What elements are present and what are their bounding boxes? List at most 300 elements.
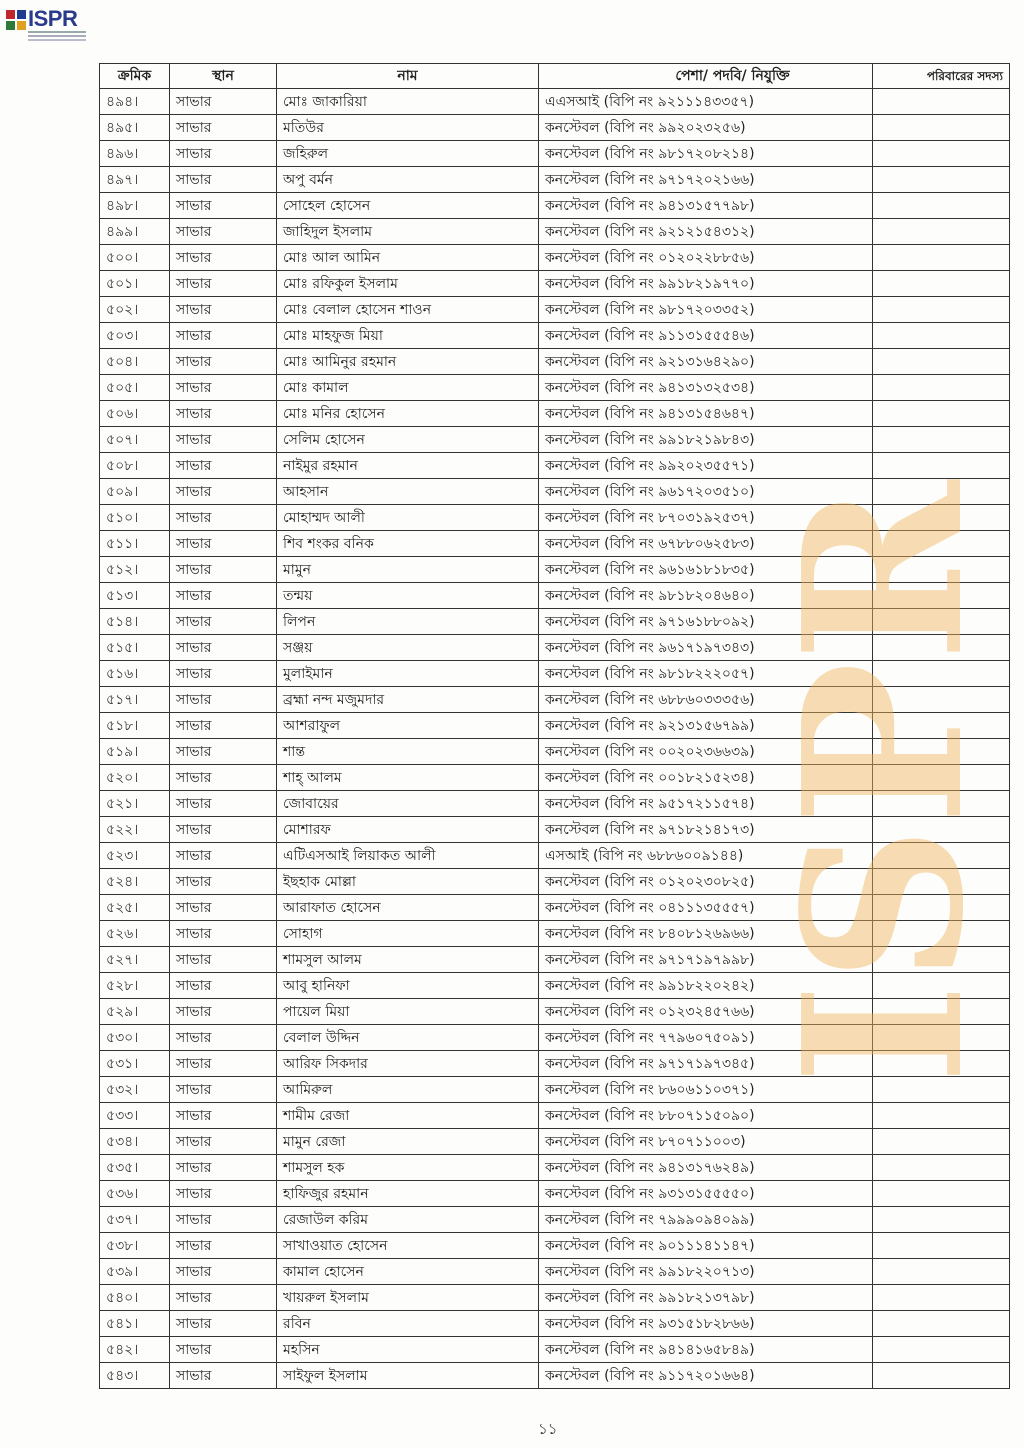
profession-cell: কনস্টেবল (বিপি নং ৯২১২১৫৪৩১২) <box>539 219 873 245</box>
family-cell <box>873 349 1010 375</box>
family-cell <box>873 557 1010 583</box>
place-cell: সাভার <box>170 583 277 609</box>
place-cell: সাভার <box>170 505 277 531</box>
table-row <box>100 583 1010 609</box>
table-row <box>100 1155 1010 1181</box>
name-cell: আমিরুল <box>277 1077 539 1103</box>
profession-cell: কনস্টেবল (বিপি নং ৬৭৮৮০৬২৫৮৩) <box>539 531 873 557</box>
family-cell <box>873 193 1010 219</box>
name-cell: মহসিন <box>277 1337 539 1363</box>
table-row <box>100 791 1010 817</box>
name-cell: সেলিম হোসেন <box>277 427 539 453</box>
table-row <box>100 1363 1010 1389</box>
name-cell: মোঃ মাহফুজ মিয়া <box>277 323 539 349</box>
name-cell: বেলাল উদ্দিন <box>277 1025 539 1051</box>
place-cell: সাভার <box>170 1155 277 1181</box>
logo-text: ISPR <box>28 6 78 31</box>
family-cell <box>873 765 1010 791</box>
profession-cell: কনস্টেবল (বিপি নং ৯৪১৩১৫৪৬৪৭) <box>539 401 873 427</box>
name-cell: মোঃ আমিনুর রহমান <box>277 349 539 375</box>
profession-cell: কনস্টেবল (বিপি নং ৬৮৮৬০৩৩৩৫৬) <box>539 687 873 713</box>
name-cell: শামসুল আলম <box>277 947 539 973</box>
table-row <box>100 401 1010 427</box>
serial-cell: ৫১০। <box>100 505 170 531</box>
name-cell: অপু বর্মন <box>277 167 539 193</box>
serial-cell: ৫০৪। <box>100 349 170 375</box>
table-row <box>100 973 1010 999</box>
name-cell: মোঃ বেলাল হোসেন শাওন <box>277 297 539 323</box>
table-row <box>100 1233 1010 1259</box>
place-cell: সাভার <box>170 843 277 869</box>
serial-cell: ৪৯৮। <box>100 193 170 219</box>
serial-cell: ৫১১। <box>100 531 170 557</box>
place-cell: সাভার <box>170 765 277 791</box>
name-cell: আরিফ সিকদার <box>277 1051 539 1077</box>
table-row <box>100 479 1010 505</box>
place-cell: সাভার <box>170 973 277 999</box>
name-cell: শিব শংকর বনিক <box>277 531 539 557</box>
table-row <box>100 271 1010 297</box>
serial-cell: ৫০২। <box>100 297 170 323</box>
family-cell <box>873 1129 1010 1155</box>
table-row <box>100 167 1010 193</box>
serial-cell: ৫২৮। <box>100 973 170 999</box>
col-header-profession: পেশা/ পদবি/ নিযুক্তি <box>539 64 873 89</box>
table-row <box>100 765 1010 791</box>
serial-cell: ৫১৬। <box>100 661 170 687</box>
serial-cell: ৫০৬। <box>100 401 170 427</box>
place-cell: সাভার <box>170 791 277 817</box>
place-cell: সাভার <box>170 271 277 297</box>
table-row <box>100 869 1010 895</box>
serial-cell: ৫০৩। <box>100 323 170 349</box>
place-cell: সাভার <box>170 141 277 167</box>
place-cell: সাভার <box>170 1129 277 1155</box>
place-cell: সাভার <box>170 1181 277 1207</box>
name-cell: শাহ্ আলম <box>277 765 539 791</box>
name-cell: সোহাগ <box>277 921 539 947</box>
serial-cell: ৫১৩। <box>100 583 170 609</box>
serial-cell: ৫৪০। <box>100 1285 170 1311</box>
place-cell: সাভার <box>170 713 277 739</box>
profession-cell: কনস্টেবল (বিপি নং ৯৭১৭১৯৭৯৯৮) <box>539 947 873 973</box>
profession-cell: কনস্টেবল (বিপি নং ৯১১৭২০১৬৬৪) <box>539 1363 873 1389</box>
profession-cell: কনস্টেবল (বিপি নং ০০১৮২১৫২৩৪) <box>539 765 873 791</box>
profession-cell: কনস্টেবল (বিপি নং ৯৮১৭২০৮২১৪) <box>539 141 873 167</box>
serial-cell: ৫০৭। <box>100 427 170 453</box>
table-row <box>100 635 1010 661</box>
family-cell <box>873 401 1010 427</box>
place-cell: সাভার <box>170 947 277 973</box>
place-cell: সাভার <box>170 323 277 349</box>
name-cell: মতিউর <box>277 115 539 141</box>
family-cell <box>873 1155 1010 1181</box>
profession-cell: কনস্টেবল (বিপি নং ০০২০২৩৬৬৩৯) <box>539 739 873 765</box>
table-row <box>100 1051 1010 1077</box>
profession-cell: কনস্টেবল (বিপি নং ৯৯২০২৩২৫৬) <box>539 115 873 141</box>
table-body <box>100 89 1010 1389</box>
family-cell <box>873 141 1010 167</box>
table-row <box>100 193 1010 219</box>
profession-cell: কনস্টেবল (বিপি নং ৭৯৯৯০৯৪০৯৯) <box>539 1207 873 1233</box>
profession-cell: কনস্টেবল (বিপি নং ৯৯১৮২২০২৪২) <box>539 973 873 999</box>
serial-cell: ৫১৪। <box>100 609 170 635</box>
name-cell: জহিরুল <box>277 141 539 167</box>
table-row <box>100 1103 1010 1129</box>
name-cell: ইছহাক মোল্লা <box>277 869 539 895</box>
profession-cell: কনস্টেবল (বিপি নং ৯০১১১৪১১৪৭) <box>539 1233 873 1259</box>
table-row <box>100 1207 1010 1233</box>
profession-cell: কনস্টেবল (বিপি নং ৯৭১৭১৯৭৩৪৫) <box>539 1051 873 1077</box>
name-cell: মোহাম্মদ আলী <box>277 505 539 531</box>
place-cell: সাভার <box>170 167 277 193</box>
family-cell <box>873 609 1010 635</box>
family-cell <box>873 973 1010 999</box>
family-cell <box>873 1233 1010 1259</box>
ispr-emblem-icon <box>6 10 28 32</box>
table-row <box>100 895 1010 921</box>
serial-cell: ৫০৫। <box>100 375 170 401</box>
place-cell: সাভার <box>170 349 277 375</box>
place-cell: সাভার <box>170 1259 277 1285</box>
family-cell <box>873 1363 1010 1389</box>
family-cell <box>873 687 1010 713</box>
family-cell <box>873 583 1010 609</box>
place-cell: সাভার <box>170 869 277 895</box>
profession-cell: কনস্টেবল (বিপি নং ৯৯২০২৩৫৫৭১) <box>539 453 873 479</box>
table-row <box>100 141 1010 167</box>
family-cell <box>873 375 1010 401</box>
family-cell <box>873 869 1010 895</box>
family-cell <box>873 921 1010 947</box>
family-cell <box>873 817 1010 843</box>
name-cell: রেজাউল করিম <box>277 1207 539 1233</box>
profession-cell: কনস্টেবল (বিপি নং ৯৩১৩১৫৫৫৫০) <box>539 1181 873 1207</box>
serial-cell: ৪৯৪। <box>100 89 170 115</box>
table-row <box>100 999 1010 1025</box>
serial-cell: ৫২৪। <box>100 869 170 895</box>
name-cell: ব্রহ্মা নন্দ মজুমদার <box>277 687 539 713</box>
table-row <box>100 505 1010 531</box>
table-row <box>100 1077 1010 1103</box>
profession-cell: কনস্টেবল (বিপি নং ৯৫১৭২১১৫৭৪) <box>539 791 873 817</box>
table-row <box>100 557 1010 583</box>
serial-cell: ৫২৫। <box>100 895 170 921</box>
family-cell <box>873 1337 1010 1363</box>
profession-cell: কনস্টেবল (বিপি নং ৯২১৩১৬৪২৯০) <box>539 349 873 375</box>
name-cell: শান্ত <box>277 739 539 765</box>
profession-cell: কনস্টেবল (বিপি নং ০১২০২২৮৮৫৬) <box>539 245 873 271</box>
serial-cell: ৫৩৮। <box>100 1233 170 1259</box>
ispr-logo <box>6 8 88 48</box>
serial-cell: ৫২১। <box>100 791 170 817</box>
profession-cell: কনস্টেবল (বিপি নং ৮৪০৮১২৬৯৬৬) <box>539 921 873 947</box>
family-cell <box>873 115 1010 141</box>
place-cell: সাভার <box>170 1233 277 1259</box>
family-cell <box>873 1077 1010 1103</box>
serial-cell: ৫৩০। <box>100 1025 170 1051</box>
name-cell: শামীম রেজা <box>277 1103 539 1129</box>
serial-cell: ৫৩৫। <box>100 1155 170 1181</box>
serial-cell: ৪৯৯। <box>100 219 170 245</box>
profession-cell: কনস্টেবল (বিপি নং ০৪১১১৩৫৫৫৭) <box>539 895 873 921</box>
profession-cell: কনস্টেবল (বিপি নং ৯৪১৩১৫৭৭৯৮) <box>539 193 873 219</box>
family-cell <box>873 1025 1010 1051</box>
profession-cell: কনস্টেবল (বিপি নং ৮৮০৭১১৫০৯০) <box>539 1103 873 1129</box>
col-header-name: নাম <box>277 64 539 89</box>
family-cell <box>873 947 1010 973</box>
name-cell: মামুন <box>277 557 539 583</box>
table-row <box>100 713 1010 739</box>
profession-cell: কনস্টেবল (বিপি নং ৯৪১৪১৬৫৮৪৯) <box>539 1337 873 1363</box>
name-cell: জাহিদুল ইসলাম <box>277 219 539 245</box>
name-cell: আহসান <box>277 479 539 505</box>
place-cell: সাভার <box>170 193 277 219</box>
place-cell: সাভার <box>170 401 277 427</box>
name-cell: খায়রুল ইসলাম <box>277 1285 539 1311</box>
table-row <box>100 739 1010 765</box>
name-cell: আরাফাত হোসেন <box>277 895 539 921</box>
serial-cell: ৫৩৭। <box>100 1207 170 1233</box>
family-cell <box>873 661 1010 687</box>
table-row <box>100 921 1010 947</box>
place-cell: সাভার <box>170 1051 277 1077</box>
family-cell <box>873 635 1010 661</box>
serial-cell: ৫১৭। <box>100 687 170 713</box>
table-row <box>100 1181 1010 1207</box>
family-cell <box>873 453 1010 479</box>
name-cell: জোবায়ের <box>277 791 539 817</box>
serial-cell: ৫৩২। <box>100 1077 170 1103</box>
family-cell <box>873 427 1010 453</box>
table-row <box>100 1337 1010 1363</box>
family-cell <box>873 245 1010 271</box>
family-cell <box>873 1259 1010 1285</box>
place-cell: সাভার <box>170 921 277 947</box>
table-header-row <box>100 64 1010 89</box>
family-cell <box>873 1181 1010 1207</box>
name-cell: আবু হানিফা <box>277 973 539 999</box>
table-row <box>100 427 1010 453</box>
name-cell: মোঃ কামাল <box>277 375 539 401</box>
place-cell: সাভার <box>170 219 277 245</box>
family-cell <box>873 1051 1010 1077</box>
profession-cell: কনস্টেবল (বিপি নং ৯৪১৩১৩২৫৩৪) <box>539 375 873 401</box>
table-row <box>100 1129 1010 1155</box>
place-cell: সাভার <box>170 1311 277 1337</box>
serial-cell: ৫০০। <box>100 245 170 271</box>
place-cell: সাভার <box>170 1337 277 1363</box>
place-cell: সাভার <box>170 739 277 765</box>
table-row <box>100 115 1010 141</box>
name-cell: কামাল হোসেন <box>277 1259 539 1285</box>
family-cell <box>873 505 1010 531</box>
family-cell <box>873 1207 1010 1233</box>
serial-cell: ৪৯৫। <box>100 115 170 141</box>
serial-cell: ৫২০। <box>100 765 170 791</box>
name-cell: রবিন <box>277 1311 539 1337</box>
profession-cell: কনস্টেবল (বিপি নং ০১২০২৩০৮২৫) <box>539 869 873 895</box>
col-header-place: স্থান <box>170 64 277 89</box>
serial-cell: ৫৩৪। <box>100 1129 170 1155</box>
profession-cell: কনস্টেবল (বিপি নং ৯৮১৭২০৩৩৫২) <box>539 297 873 323</box>
profession-cell: কনস্টেবল (বিপি নং ৯৮১৮২২২০৫৭) <box>539 661 873 687</box>
table-row <box>100 323 1010 349</box>
family-cell <box>873 791 1010 817</box>
profession-cell: কনস্টেবল (বিপি নং ৯৯১৮২২০৭১৩) <box>539 1259 873 1285</box>
name-cell: মোঃ মনির হোসেন <box>277 401 539 427</box>
family-cell <box>873 1311 1010 1337</box>
profession-cell: কনস্টেবল (বিপি নং ৯৯১৮২১৩৭৯৮) <box>539 1285 873 1311</box>
profession-cell: কনস্টেবল (বিপি নং ৯৯১৮২১৯৮৪৩) <box>539 427 873 453</box>
family-cell <box>873 219 1010 245</box>
table-row <box>100 1259 1010 1285</box>
family-cell <box>873 739 1010 765</box>
serial-cell: ৫০৯। <box>100 479 170 505</box>
table-row <box>100 297 1010 323</box>
table-row <box>100 687 1010 713</box>
place-cell: সাভার <box>170 817 277 843</box>
table-row <box>100 89 1010 115</box>
name-cell: এটিএসআই লিয়াকত আলী <box>277 843 539 869</box>
place-cell: সাভার <box>170 1207 277 1233</box>
place-cell: সাভার <box>170 661 277 687</box>
profession-cell: কনস্টেবল (বিপি নং ৯৭১৬১৮৮০৯২) <box>539 609 873 635</box>
profession-cell: কনস্টেবল (বিপি নং ৯৬১৬১৮১৮৩৫) <box>539 557 873 583</box>
family-cell <box>873 89 1010 115</box>
table-row <box>100 349 1010 375</box>
logo-tagline-lines <box>28 31 86 33</box>
family-cell <box>873 1103 1010 1129</box>
place-cell: সাভার <box>170 89 277 115</box>
family-cell <box>873 323 1010 349</box>
profession-cell: কনস্টেবল (বিপি নং ৯৯১৮২১৯৭৭০) <box>539 271 873 297</box>
family-cell <box>873 297 1010 323</box>
serial-cell: ৫২৭। <box>100 947 170 973</box>
profession-cell: এসআই (বিপি নং ৬৮৮৬০০৯১৪৪) <box>539 843 873 869</box>
profession-cell: কনস্টেবল (বিপি নং ৯৭১৮২১৪১৭৩) <box>539 817 873 843</box>
table-row <box>100 375 1010 401</box>
col-header-serial: ক্রমিক <box>100 64 170 89</box>
place-cell: সাভার <box>170 427 277 453</box>
serial-cell: ৫৪১। <box>100 1311 170 1337</box>
table-row <box>100 609 1010 635</box>
serial-cell: ৫১২। <box>100 557 170 583</box>
table-row <box>100 947 1010 973</box>
serial-cell: ৫১৫। <box>100 635 170 661</box>
serial-cell: ৫২২। <box>100 817 170 843</box>
name-cell: পায়েল মিয়া <box>277 999 539 1025</box>
serial-cell: ৫০৮। <box>100 453 170 479</box>
col-header-family-members: পরিবারের সদস্য <box>873 64 1010 89</box>
profession-cell: কনস্টেবল (বিপি নং ০১২৩২৪৫৭৬৬) <box>539 999 873 1025</box>
profession-cell: কনস্টেবল (বিপি নং ৯২১৩১৫৬৭৯৯) <box>539 713 873 739</box>
serial-cell: ৫০১। <box>100 271 170 297</box>
family-cell <box>873 895 1010 921</box>
profession-cell: কনস্টেবল (বিপি নং ৯৮১৮২০৪৬৪০) <box>539 583 873 609</box>
place-cell: সাভার <box>170 1285 277 1311</box>
serial-cell: ৪৯৬। <box>100 141 170 167</box>
family-cell <box>873 167 1010 193</box>
serial-cell: ৫৪২। <box>100 1337 170 1363</box>
serial-cell: ৫১৯। <box>100 739 170 765</box>
place-cell: সাভার <box>170 375 277 401</box>
profession-cell: কনস্টেবল (বিপি নং ৯৬১৭২০৩৫১০) <box>539 479 873 505</box>
table-row <box>100 531 1010 557</box>
family-cell <box>873 479 1010 505</box>
profession-cell: কনস্টেবল (বিপি নং ৮৭০৩১৯২৫৩৭) <box>539 505 873 531</box>
place-cell: সাভার <box>170 557 277 583</box>
name-cell: নাইমুর রহমান <box>277 453 539 479</box>
family-cell <box>873 843 1010 869</box>
table-row <box>100 1285 1010 1311</box>
serial-cell: ৫৩১। <box>100 1051 170 1077</box>
name-cell: সোহেল হোসেন <box>277 193 539 219</box>
name-cell: মোঃ রফিকুল ইসলাম <box>277 271 539 297</box>
family-cell <box>873 531 1010 557</box>
name-cell: আশরাফুল <box>277 713 539 739</box>
profession-cell: কনস্টেবল (বিপি নং ৯১১৩১৫৫৫৪৬) <box>539 323 873 349</box>
profession-cell: কনস্টেবল (বিপি নং ৯৬১৭১৯৭৩৪৩) <box>539 635 873 661</box>
table-row <box>100 661 1010 687</box>
serial-cell: ৫২৬। <box>100 921 170 947</box>
place-cell: সাভার <box>170 1077 277 1103</box>
place-cell: সাভার <box>170 999 277 1025</box>
profession-cell: কনস্টেবল (বিপি নং ৮৬০৬১১০৩৭১) <box>539 1077 873 1103</box>
page-number: ১১ <box>538 1420 558 1438</box>
family-cell <box>873 999 1010 1025</box>
serial-cell: ৫৪৩। <box>100 1363 170 1389</box>
table-row <box>100 817 1010 843</box>
profession-cell: কনস্টেবল (বিপি নং ৯৭১৭২০২১৬৬) <box>539 167 873 193</box>
serial-cell: ৫২৯। <box>100 999 170 1025</box>
place-cell: সাভার <box>170 1103 277 1129</box>
table-row <box>100 843 1010 869</box>
profession-cell: কনস্টেবল (বিপি নং ৯৪১৩১৭৬২৪৯) <box>539 1155 873 1181</box>
place-cell: সাভার <box>170 479 277 505</box>
name-cell: সাখাওয়াত হোসেন <box>277 1233 539 1259</box>
name-cell: মোঃ আল আমিন <box>277 245 539 271</box>
place-cell: সাভার <box>170 297 277 323</box>
family-cell <box>873 713 1010 739</box>
name-cell: মোশারফ <box>277 817 539 843</box>
serial-cell: ৫১৮। <box>100 713 170 739</box>
name-cell: মুলাইমান <box>277 661 539 687</box>
personnel-table <box>99 63 1010 1389</box>
name-cell: মামুন রেজা <box>277 1129 539 1155</box>
place-cell: সাভার <box>170 453 277 479</box>
name-cell: শামসুল হক <box>277 1155 539 1181</box>
name-cell: লিপন <box>277 609 539 635</box>
name-cell: সাইফুল ইসলাম <box>277 1363 539 1389</box>
table-row <box>100 1311 1010 1337</box>
serial-cell: ৫৩৯। <box>100 1259 170 1285</box>
place-cell: সাভার <box>170 245 277 271</box>
place-cell: সাভার <box>170 115 277 141</box>
profession-cell: কনস্টেবল (বিপি নং ৭৭৯৬০৭৫০৯১) <box>539 1025 873 1051</box>
profession-cell: এএসআই (বিপি নং ৯২১১১৪৩৩৫৭) <box>539 89 873 115</box>
profession-cell: কনস্টেবল (বিপি নং ৮৭০৭১১০০৩) <box>539 1129 873 1155</box>
family-cell <box>873 271 1010 297</box>
watermark-text: ISPR <box>756 480 1012 1085</box>
place-cell: সাভার <box>170 895 277 921</box>
profession-cell: কনস্টেবল (বিপি নং ৯৩১৫১৮২৮৬৬) <box>539 1311 873 1337</box>
name-cell: সঞ্জয় <box>277 635 539 661</box>
name-cell: হাফিজুর রহমান <box>277 1181 539 1207</box>
table-row <box>100 219 1010 245</box>
serial-cell: ৫৩৩। <box>100 1103 170 1129</box>
place-cell: সাভার <box>170 1025 277 1051</box>
